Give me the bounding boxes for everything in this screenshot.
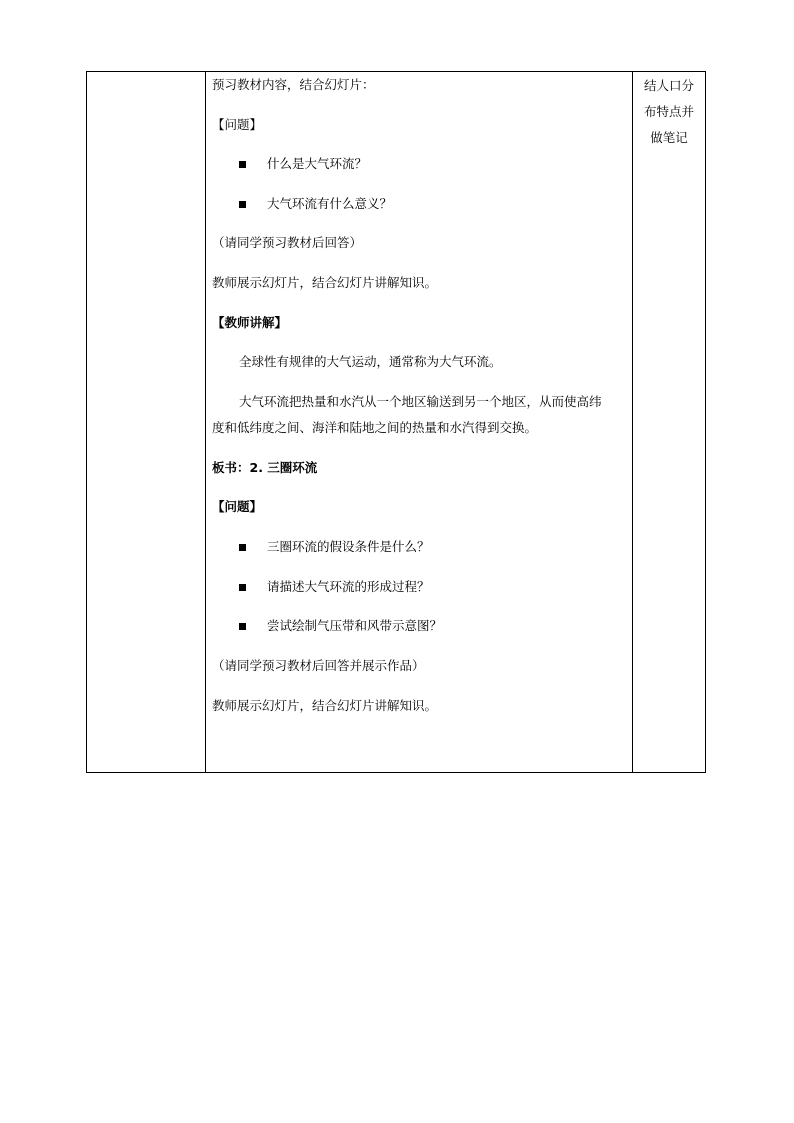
- list-item: [239, 154, 367, 174]
- square-bullet-icon: [239, 161, 246, 168]
- square-bullet-icon: [239, 584, 246, 591]
- side-note: [633, 73, 705, 151]
- table-column-left: [87, 72, 206, 772]
- lecture-paragraph-2-line-1: 大气环流把热量和水汽从一个地区输送到另一个地区，从而使高纬: [239, 394, 602, 409]
- question-heading-2: 【问题】: [212, 499, 263, 514]
- square-bullet-icon: [239, 544, 246, 551]
- table-column-note: [633, 72, 705, 772]
- lecture-heading: 【教师讲解】: [212, 315, 288, 330]
- list-item-text: 什么是大气环流？: [267, 156, 368, 171]
- lesson-table: [86, 71, 706, 773]
- lecture-paragraph-1: 全球性有规律的大气运动，通常称为大气环流。: [239, 354, 502, 369]
- list-item-text: 大气环流有什么意义？: [267, 196, 393, 211]
- list-item: [239, 577, 430, 597]
- teacher-show-text-1: 教师展示幻灯片，结合幻灯片讲解知识。: [212, 275, 438, 290]
- table-column-content: [206, 72, 633, 772]
- lecture-paragraph-2-line-2: 度和低纬度之间、海洋和陆地之间的热量和水汽得到交换。: [212, 420, 538, 435]
- side-note-line: 做笔记: [650, 130, 688, 145]
- side-note-line: 结人口分: [643, 78, 694, 93]
- side-note-line: 布特点并: [643, 104, 694, 119]
- board-title: 板书：2. 三圈环流: [212, 460, 318, 475]
- teacher-show-text-2: 教师展示幻灯片，结合幻灯片讲解知识。: [212, 698, 438, 713]
- square-bullet-icon: [239, 201, 246, 208]
- square-bullet-icon: [239, 623, 246, 630]
- list-item-text: 三圈环流的假设条件是什么？: [267, 539, 430, 554]
- intro-text: 预习教材内容，结合幻灯片：: [212, 77, 375, 92]
- note-text-2: （请同学预习教材后回答并展示作品）: [212, 658, 425, 673]
- list-item-text: 尝试绘制气压带和风带示意图？: [267, 618, 443, 633]
- list-item: [239, 537, 430, 557]
- note-text-1: （请同学预习教材后回答）: [212, 235, 363, 250]
- list-item-text: 请描述大气环流的形成过程？: [267, 579, 430, 594]
- question-heading-1: 【问题】: [212, 117, 263, 132]
- list-item: [239, 616, 442, 636]
- list-item: [239, 194, 392, 214]
